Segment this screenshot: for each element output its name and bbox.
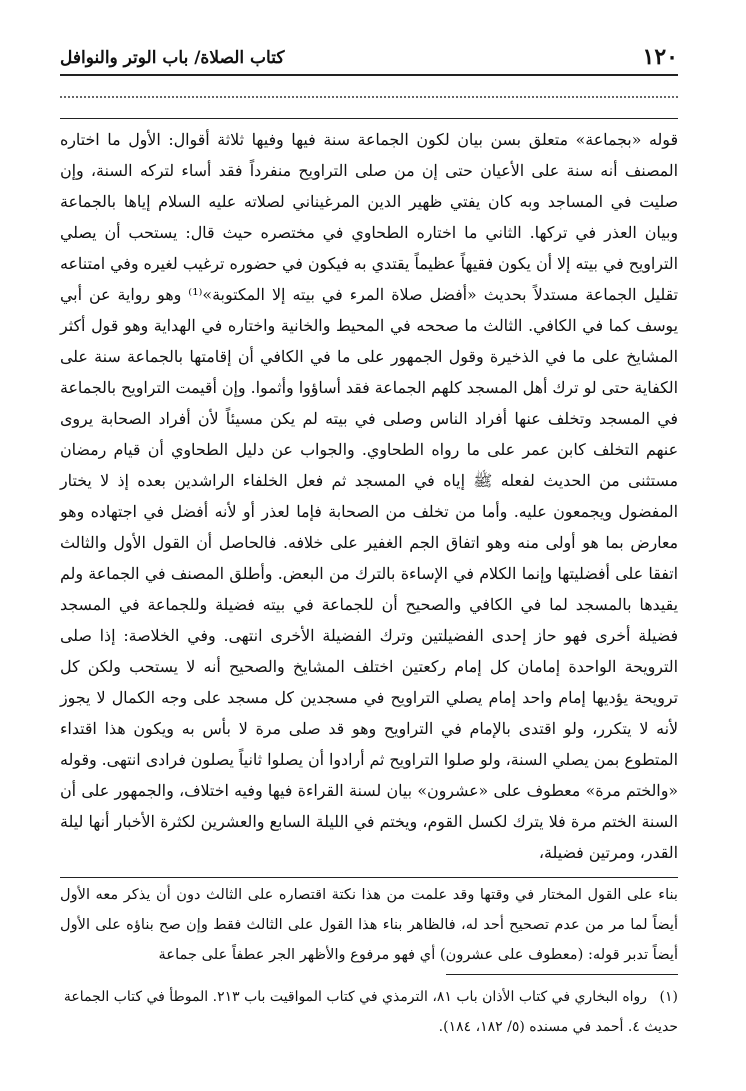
footnote-mark: (١) [659,989,678,1005]
page-header [60,44,678,74]
text-top-rule [60,118,678,119]
footnote-item [60,982,678,1042]
commentary-block [60,880,678,970]
running-head: كتاب الصلاة/ باب الوتر والنوافل [60,48,285,68]
footnote-block [60,982,678,1042]
footnote-rule [446,974,678,975]
dotted-divider [60,96,678,98]
header-rule [60,74,678,76]
main-paragraph: قوله «بجماعة» متعلق بسن بيان لكون الجماعة سنة فيها وفيها ثلاثة أقوال: الأول ما اختاره المصنف أنه سنة على الأعيان حتى إن من صلى التراويح منفرداً فقد أساء لتركه السنة، وإن صليت في المساجد وبه كان يفتي ظهير الدين المرغيناني لصلاته عليه السلام إياها بالجماعة وبيان العذر في تركها. الثاني ما اختاره الطحاوي في مختصره حيث قال: يستحب أن يصلي التراويح في بيته إلا أن يكون فقيهاً عظيماً يقتدي به فيكون في حضوره ترغيب لغيره وفي امتناعه تقليل الجماعة مستدلاً بحديث «أفضل صلاة المرء في بيته إلا المكتوبة»⁽¹⁾ وهو رواية عن أبي يوسف كما في الكافي. الثالث ما صححه في المحيط والخانية واختاره في الهداية وهو قول أكثر المشايخ على ما في الذخيرة وقول الجمهور على ما في الكافي أن إقامتها بالجماعة سنة على الكفاية حتى لو ترك أهل المسجد كلهم الجماعة فقد أساؤوا وأثموا. وإن أقيمت التراويح بالجماعة في المسجد وتخلف عنها أفراد الناس وصلى في بيته لم يكن مسيئاً لأن أفراد الصحابة يروى عنهم التخلف كابن عمر على ما رواه الطحاوي. والجواب عن دليل الطحاوي أن قيام رمضان مستثنى من الحديث لفعله ﷺ إياه في المسجد ثم فعل الخلفاء الراشدين بعده إذ لا يختار المفضول ويجمعون عليه. وأما من تخلف من الصحابة فإما لعذر أو لأنه أفضل في اجتهاده وهو معارض بما هو أولى منه وهو اتفاق الجم الغفير على خلافه. فالحاصل أن القول الأول والثالث اتفقا على أفضليتها وإنما الكلام في الإساءة بالترك من البعض. وأطلق المصنف في الجماعة ولم يقيدها بالمسجد لما في الكافي والصحيح أن للجماعة في بيته فضيلة وللجماعة في المسجد فضيلة أخرى فهو حاز إحدى الفضيلتين وترك الفضيلة الأخرى انتهى. وفي الخلاصة: إذا صلى الترويحة الواحدة إمامان كل إمام ركعتين اختلف المشايخ والصحيح أنه لا يستحب ولكن كل ترويحة يؤديها إمام واحد إمام يصلي التراويح في مسجدين كل مسجد على وجه الكمال لا يجوز لأنه لا يتكرر، ولو اقتدى بالإمام في التراويح وهو قد صلى مرة لا بأس به ويكون هذا اقتداء المتطوع بمن يصلي السنة، ولو صلوا التراويح ثم أرادوا أن يصلوا ثانياً يصلون فرادى انتهى. وقوله «والختم مرة» معطوف على «عشرون» بيان لسنة القراءة فيها وفيه اختلاف، والجمهور على أن السنة الختم مرة فلا يترك لكسل القوم، ويختم في الليلة السابع والعشرين لكثرة الأخبار أنها ليلة القدر، ومرتين فضيلة، [60,130,678,862]
page-number: ١٢٠ [642,44,678,70]
footnote-text: رواه البخاري في كتاب الأذان باب ٨١، الترمذي في كتاب المواقيت باب ٢١٣. الموطأ في كتاب الجماعة حديث ٤. أحمد في مسنده (٥/ ١٨٢، ١٨٤). [63,989,678,1035]
main-text-block [60,124,678,868]
commentary-rule [60,877,678,878]
commentary-paragraph: بناء على القول المختار في وقتها وقد علمت من هذا نكتة اقتصاره على الثالث دون أن يذكر معه الأول أيضاً لما مر من عدم تصحيح أحد له، فالظاهر بناء هذا القول على الثالث فقط وإن صح بناؤه على الأول أيضاً تدبر قوله: (معطوف على عشرون) أي فهو مرفوع والأظهر الجر عطفاً على جماعة [60,886,678,963]
